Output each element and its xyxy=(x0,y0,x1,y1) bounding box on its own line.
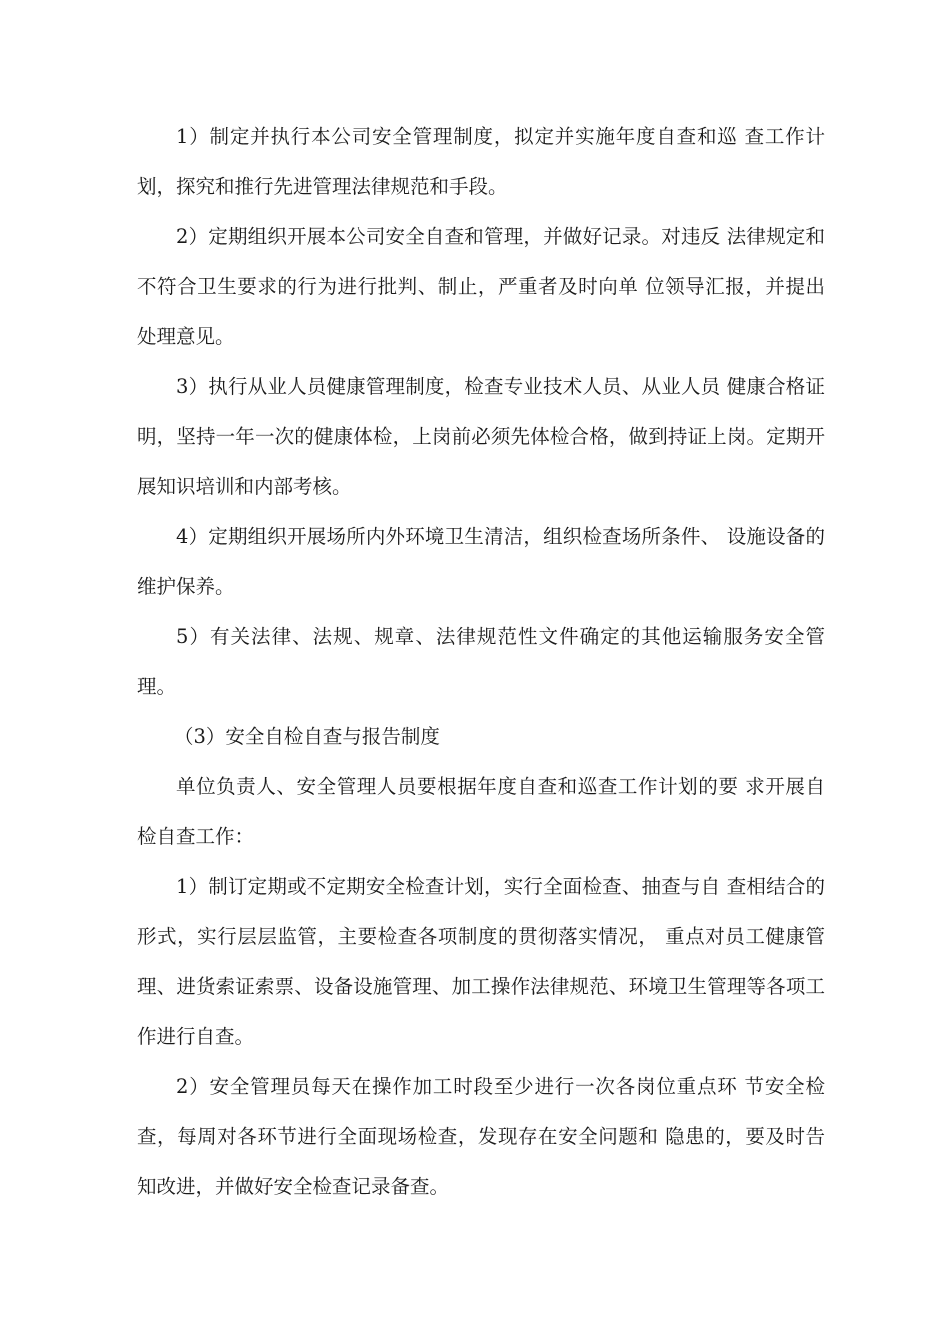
paragraph-item-3: 3）执行从业人员健康管理制度，检查专业技术人员、从业人员 健康合格证明，坚持一年一次的健康体检，上岗前必须先体检合格，做到持证上岗。定期开展知识培训和内部考核。 xyxy=(137,375,825,498)
paragraph-intro: 单位负责人、安全管理人员要根据年度自查和巡查工作计划的要 求开展自检自查工作： xyxy=(137,775,825,848)
paragraph-check-1: 1）制订定期或不定期安全检查计划，实行全面检查、抽查与自 查相结合的形式，实行层层监管，主要检查各项制度的贯彻落实情况， 重点对员工健康管理、进货索证索票、设备设施管理、加工操作法律规范、环境卫生管理等各项工作进行自查。 xyxy=(137,875,825,1048)
paragraph-item-2: 2）定期组织开展本公司安全自查和管理，并做好记录。对违反 法律规定和不符合卫生要求的行为进行批判、制止，严重者及时向单 位领导汇报，并提出处理意见。 xyxy=(137,225,825,348)
paragraph-check-2: 2）安全管理员每天在操作加工时段至少进行一次各岗位重点环 节安全检查，每周对各环节进行全面现场检查，发现存在安全问题和 隐患的，要及时告知改进，并做好安全检查记录备查。 xyxy=(137,1075,825,1198)
document-body xyxy=(137,112,825,1212)
paragraph-item-4: 4）定期组织开展场所内外环境卫生清洁，组织检查场所条件、 设施设备的维护保养。 xyxy=(137,525,825,598)
paragraph-item-1: 1）制定并执行本公司安全管理制度，拟定并实施年度自查和巡 查工作计划，探究和推行先进管理法律规范和手段。 xyxy=(137,125,825,198)
paragraph-item-5: 5）有关法律、法规、规章、法律规范性文件确定的其他运输服务安全管理。 xyxy=(137,625,825,698)
section-heading: （3）安全自检自查与报告制度 xyxy=(174,725,440,748)
